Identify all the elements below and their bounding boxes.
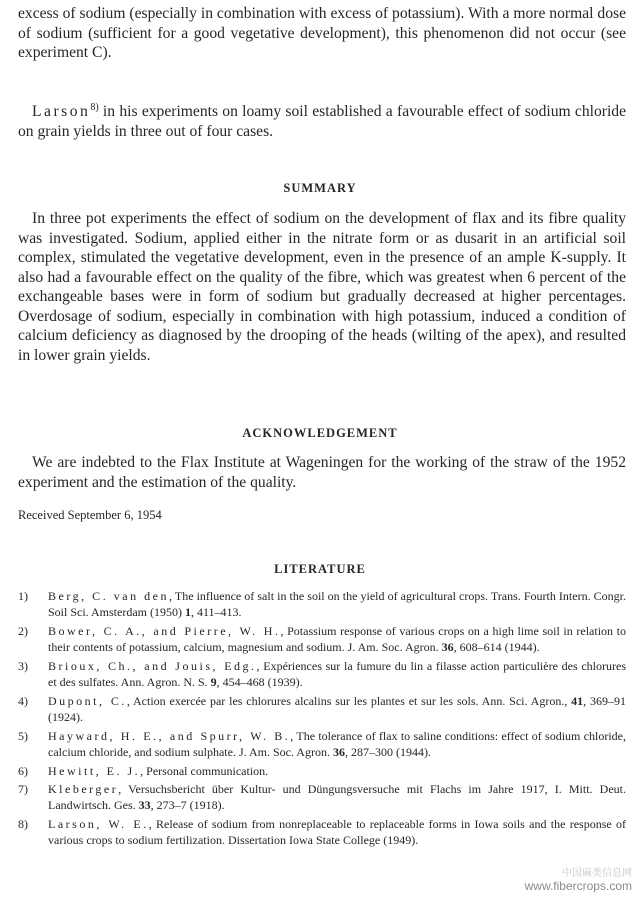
reference-item [18,693,626,726]
reference-volume: 36 [441,640,454,655]
reference-number: 4) [18,693,28,708]
reference-volume: 33 [138,798,151,813]
literature-heading: LITERATURE [274,562,366,576]
received-date: Received September 6, 1954 [18,508,162,522]
reference-item [18,588,626,621]
reference-item [18,658,626,691]
reference-number: 3) [18,658,28,673]
reference-pages: , 273–7 (1918). [150,798,225,813]
reference-item [18,623,626,656]
reference-pages: , 411–413. [191,605,242,620]
reference-author: Berg, C. van den [48,589,169,603]
reference-text: , Action exercée par les chlorures alcalins sur les plantes et sur les sols. Ann. Sci. Agron., [126,693,572,708]
reference-volume: 1 [185,605,191,620]
reference-volume: 9 [210,675,217,690]
reference-item [18,763,626,779]
acknowledgement-heading: ACKNOWLEDGEMENT [242,426,398,440]
reference-number: 1) [18,589,28,603]
reference-author: Hewitt, E. J. [48,763,141,778]
body-paragraph-1: excess of sodium (especially in combination with excess of potassium). With a more normal dose of sodium (sufficient for a good vegetative development), this phenomenon did not occur (see experiment C). [18,5,626,61]
reference-text: , Potassium response of various crops on a high lime soil in relation to their contents of potassium, calcium, magnesium and sodium. J. Am. Soc. Agron. [48,623,627,655]
reference-author: Brioux, Ch., and Jouis, Edg. [48,658,257,673]
site-watermark [525,864,632,893]
reference-pages: , 608–614 (1944). [453,640,540,655]
reference-number: 5) [18,728,28,743]
reference-marker: 8) [90,102,99,113]
body-paragraph-2 [18,98,626,141]
reference-item [18,816,626,849]
reference-pages: , 454–468 (1939). [216,675,303,690]
reference-pages: , 369–91 (1924). [48,693,627,725]
paragraph-text: in his experiments on loamy soil established a favourable effect of sodium chloride on grain yields in three out of four cases. [18,103,626,140]
reference-author: Dupont, C. [48,693,127,708]
reference-text: , Personal communication. [140,763,269,778]
reference-item [18,728,626,761]
reference-volume: 36 [332,745,345,760]
watermark-url: www.fibercrops.com [524,879,632,893]
reference-author: Bower, C. A., and Pierre, W. H. [48,623,281,638]
reference-number: 2) [18,623,28,638]
reference-author: Kleberger [48,782,119,797]
summary-heading: SUMMARY [283,181,357,195]
reference-author: Hayward, H. E., and Spurr, W. B. [48,728,291,743]
reference-author: Larson, W. E. [48,816,149,831]
acknowledgement-text: We are indebted to the Flax Institute at Wageningen for the working of the straw of the 1952 experiment and the estimation of the quality. [18,454,626,491]
reference-text: , Expériences sur la fumure du lin a filasse action particulière des chlorures et des sulfates. Ann. Agron. N. S. [48,658,626,690]
reference-pages: , 287–300 (1944). [344,745,431,760]
author-name: Larson [32,103,91,121]
reference-text: , The tolerance of flax to saline conditions: effect of sodium chloride, calcium chloride, and sodium sulphate. J. Am. Soc. Agron. [48,728,626,760]
summary-text: In three pot experiments the effect of sodium on the development of flax and its fibre quality was investigated. Sodium, applied either in the nitrate form or as dusarit in an artificial soil complex, stimulated the vegetative development, even in the presence of an ample K-supply. It also had a favourable effect on the quality of the fibre, which was greatest when 6 percent of the exchangeable bases were in form of sodium but gradually decreased at higher percentages. Overdosage of sodium, especially in combination with high potassium, induced a condition of calcium deficiency as diagnosed by the drooping of the heads (wilting of the apex), and resulted in lower grain yields. [18,210,626,364]
reference-list [18,588,626,851]
reference-text: , The influence of salt in the soil on the yield of agricultural crops. Trans. Fourth Intern. Congr. Soil Sci. Amsterdam (1950) [48,589,627,620]
reference-item [18,781,626,814]
reference-number: 8) [18,816,28,831]
reference-text: , Release of sodium from nonreplaceable to replaceable forms in Iowa soils and the response of various crops to sodium fertilization. Dissertation Iowa State College (1949). [48,816,626,848]
reference-number: 6) [18,763,28,778]
reference-volume: 41 [571,693,584,708]
reference-number: 7) [18,782,28,797]
watermark-site-name: 中国麻类信息网 [562,868,632,879]
reference-text: , Versuchsbericht über Kultur- und Düngungsversuche mit Flachs im Jahre 1917, I. Mitt. Deut. Landwirtsch. Ges. [48,782,626,813]
